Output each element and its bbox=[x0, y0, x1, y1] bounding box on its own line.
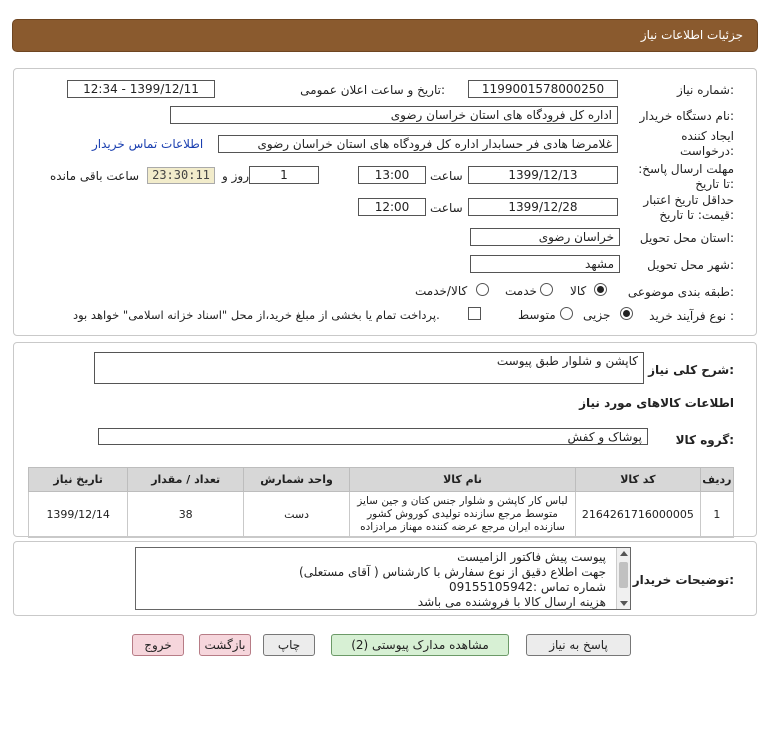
category-goods-label: کالا bbox=[570, 284, 587, 298]
buyer-org-label: نام دستگاه خریدار: bbox=[639, 109, 734, 123]
category-label: طبقه بندی موضوعی: bbox=[627, 285, 734, 299]
scroll-up-icon[interactable] bbox=[620, 551, 628, 556]
validity-time-field[interactable]: 12:00 bbox=[358, 198, 426, 216]
note-line: هزینه ارسال کالا با فروشنده می باشد bbox=[417, 595, 606, 609]
days-label: روز و bbox=[222, 169, 249, 183]
announce-field: 1399/12/11 - 12:34 bbox=[67, 80, 215, 98]
cell-qty: 38 bbox=[128, 492, 244, 538]
col-name: نام کالا bbox=[349, 468, 575, 492]
exit-button[interactable]: خروج bbox=[132, 634, 184, 656]
category-radio-goods[interactable] bbox=[594, 283, 607, 299]
purchase-type-label: نوع فرآیند خرید : bbox=[649, 309, 734, 323]
col-code: کد کالا bbox=[576, 468, 701, 492]
validity-time-label: ساعت bbox=[430, 201, 463, 215]
creator-label: ایجاد کننده درخواست: bbox=[680, 129, 734, 158]
goods-table bbox=[28, 467, 734, 538]
col-row: ردیف bbox=[700, 468, 733, 492]
reply-time-label: ساعت bbox=[430, 169, 463, 183]
validity-date-field[interactable]: 1399/12/28 bbox=[468, 198, 618, 216]
creator-field: غلامرضا هادی فر حسابدار اداره کل فرودگاه های استان خراسان رضوی bbox=[218, 135, 618, 153]
cell-unit: دست bbox=[244, 492, 350, 538]
view-attachments-button[interactable]: مشاهده مدارک پیوستی (2) bbox=[331, 634, 509, 656]
reply-button[interactable]: پاسخ به نیاز bbox=[526, 634, 631, 656]
category-both-label: کالا/خدمت bbox=[415, 284, 468, 298]
city-field: مشهد bbox=[470, 255, 620, 273]
summary-field: کاپشن و شلوار طبق پیوست bbox=[94, 352, 644, 384]
goods-section-title: اطلاعات کالاهای مورد نیاز bbox=[579, 396, 734, 410]
cell-date: 1399/12/14 bbox=[29, 492, 128, 538]
validity-label: حداقل تاریخ اعتبار قیمت: تا تاریخ: bbox=[643, 193, 734, 222]
need-number-field: 1199001578000250 bbox=[468, 80, 618, 98]
col-unit: واحد شمارش bbox=[244, 468, 350, 492]
cell-name: لباس کار کاپشن و شلوار جنس کتان و جین سایز متوسط مرجع سازنده تولیدی کوروش کشور سازنده ایران مرجع عرضه کننده مهناز مرادزاده bbox=[349, 492, 575, 538]
back-button[interactable]: بازگشت bbox=[199, 634, 251, 656]
purchase-medium-label: متوسط bbox=[518, 308, 556, 322]
remaining-label: ساعت باقی مانده bbox=[50, 169, 140, 183]
note-line: پیوست پیش فاکتور الزامیست bbox=[457, 550, 606, 564]
purchase-minor-label: جزیی bbox=[583, 308, 611, 322]
table-row bbox=[29, 492, 734, 538]
col-qty: تعداد / مقدار bbox=[128, 468, 244, 492]
note-line: جهت اطلاع دقیق از نوع سفارش با کارشناس ( آقای مستعلی) bbox=[299, 565, 606, 579]
scroll-thumb[interactable] bbox=[619, 562, 628, 588]
page-title: جزئیات اطلاعات نیاز bbox=[640, 28, 743, 42]
purchase-radio-minor[interactable] bbox=[620, 307, 633, 323]
col-date: تاریخ نیاز bbox=[29, 468, 128, 492]
province-field: خراسان رضوی bbox=[470, 228, 620, 246]
announce-label: تاریخ و ساعت اعلان عمومی: bbox=[300, 83, 445, 97]
reply-date-field[interactable]: 1399/12/13 bbox=[468, 166, 618, 184]
city-label: شهر محل تحویل: bbox=[647, 258, 734, 272]
purchase-radio-medium[interactable] bbox=[560, 307, 573, 323]
category-service-label: خدمت bbox=[505, 284, 537, 298]
contact-info-link[interactable]: اطلاعات تماس خریدار bbox=[92, 137, 204, 151]
note-line: شماره تماس :09155105942 bbox=[449, 580, 606, 594]
scroll-down-icon[interactable] bbox=[620, 601, 628, 606]
remaining-time-display: 23:30:11 bbox=[147, 167, 215, 184]
buyer-org-field: اداره کل فرودگاه های استان خراسان رضوی bbox=[170, 106, 618, 124]
goods-group-field: پوشاک و کفش bbox=[98, 428, 648, 445]
goods-table-header bbox=[29, 468, 734, 492]
reply-time-field[interactable]: 13:00 bbox=[358, 166, 426, 184]
cell-row: 1 bbox=[700, 492, 733, 538]
need-number-label: شماره نیاز: bbox=[676, 83, 734, 97]
category-radio-both[interactable] bbox=[476, 283, 489, 299]
buyer-notes-box[interactable] bbox=[135, 547, 631, 610]
days-field: 1 bbox=[249, 166, 319, 184]
notes-scrollbar[interactable] bbox=[616, 548, 630, 609]
summary-label: شرح کلی نیاز: bbox=[648, 363, 734, 377]
print-button[interactable]: چاپ bbox=[263, 634, 315, 656]
reply-deadline-label: مهلت ارسال پاسخ: تا تاریخ: bbox=[638, 162, 734, 191]
category-radio-service[interactable] bbox=[540, 283, 553, 299]
treasury-payment-checkbox[interactable] bbox=[468, 307, 481, 320]
page-header bbox=[12, 19, 758, 52]
province-label: استان محل تحویل: bbox=[639, 231, 734, 245]
treasury-payment-note: پرداخت تمام یا بخشی از مبلغ خرید،از محل "اسناد خزانه اسلامی" خواهد بود. bbox=[73, 308, 440, 322]
goods-group-label: گروه کالا: bbox=[675, 433, 734, 447]
buyer-notes-label: توضیحات خریدار: bbox=[632, 573, 734, 587]
cell-code: 2164261716000005 bbox=[576, 492, 701, 538]
